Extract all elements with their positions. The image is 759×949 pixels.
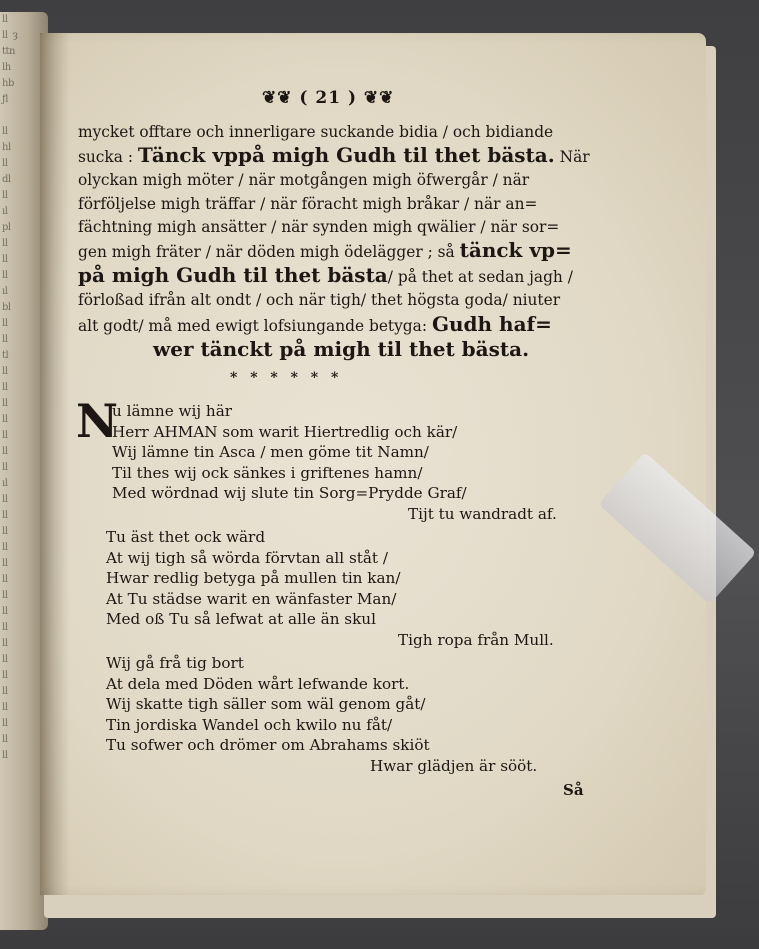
emphasis-text: wer tänckt på migh til thet bästa. [153, 336, 530, 361]
verse-line: Tigh ropa från Mull. [398, 630, 554, 649]
facing-page-text: ll ll ȝ ttn lh hb ƒl ll hl ll dl ll ıl pl ll ll ll ıl bl ll ll tl ll ll ll ll ll ll ll ıl ll ll ll ll ll ll ll ll ll ll ll ll ll ll ll ll ll [2, 14, 18, 761]
page-number-text: ( 21 ) [299, 88, 358, 108]
verse-stanza-1 [80, 401, 557, 525]
page-number [262, 88, 394, 108]
verse-line: u lämne wij här [112, 402, 233, 420]
prose-line [78, 338, 590, 363]
verse-line: Hwar redlig betyga på mullen tin kan/ [106, 569, 401, 588]
ornament-left: ❦❦ [262, 88, 300, 108]
prose-block [78, 121, 590, 363]
drop-cap: N [76, 394, 119, 448]
prose-line: mycket offtare och innerligare suckande bidia / och bidiande [78, 123, 554, 141]
ornament-right: ❦❦ [357, 88, 395, 108]
verse-line: Tu äst thet ock wärd [106, 528, 266, 546]
verse-line: Med wördnad wij slute tin Sorg=Prydde Graf/ [112, 484, 467, 503]
prose-line: olyckan migh möter / när motgången migh öfwergår / när [78, 171, 530, 190]
verse-line: Tu sofwer och drömer om Abrahams skiöt [106, 736, 430, 755]
prose-line: sucka : Tänck vppå migh Gudh til thet bästa. När [78, 143, 590, 168]
prose-line: förföljelse migh träffar / när föracht migh bråkar / när an= [78, 194, 538, 213]
verse-line: Wij skatte tigh säller som wäl genom gåt/ [106, 695, 426, 714]
prose-line: på migh Gudh til thet bästa/ på thet at sedan jagh / [78, 263, 573, 288]
prose-line: alt godt/ må med ewigt lofsiungande betyga: Gudh haf= [78, 311, 552, 336]
emphasis-text: Tänck vppå migh Gudh til thet bästa. [137, 143, 555, 168]
verse-line: Hwar glädjen är sööt. [370, 756, 538, 775]
verse-line: Med oß Tu så lefwat at alle än skul [106, 610, 376, 629]
emphasis-text: på migh Gudh til thet bästa [78, 263, 388, 288]
verse-line: Wij lämne tin Asca / men göme tit Namn/ [112, 443, 429, 462]
emphasis-text: Gudh haf= [431, 311, 552, 336]
verse-line: Tin jordiska Wandel och kwilo nu fåt/ [106, 715, 393, 734]
asterism: * * * * * * [230, 370, 343, 386]
verse-line: Til thes wij ock sänkes i griftenes hamn/ [112, 463, 423, 482]
verse-line: Wij gå frå tig bort [106, 654, 244, 672]
verse-line: Herr AHMAN som warit Hiertredlig och kär/ [112, 422, 458, 441]
verse-line: At Tu städse warit en wänfaster Man/ [106, 589, 397, 608]
prose-line: förloßad ifrån alt ondt / och när tigh/ thet högsta goda/ niuter [78, 291, 561, 310]
verse-line: At wij tigh så wörda förvtan all ståt / [106, 548, 388, 567]
gutter-shadow [40, 33, 70, 895]
prose-line: fächtning migh ansätter / när synden migh qwälier / när sor= [78, 217, 560, 236]
prose-line: gen migh fräter / när döden migh ödelägger ; så tänck vp= [78, 238, 572, 263]
verse-stanza-3 [80, 653, 537, 777]
verse-line: At dela med Döden wårt lefwande kort. [106, 674, 410, 693]
emphasis-text: tänck vp= [459, 238, 572, 263]
catchword: Så [563, 781, 584, 799]
verse-stanza-2 [80, 527, 554, 651]
verse-line: Tijt tu wandradt af. [408, 504, 557, 523]
